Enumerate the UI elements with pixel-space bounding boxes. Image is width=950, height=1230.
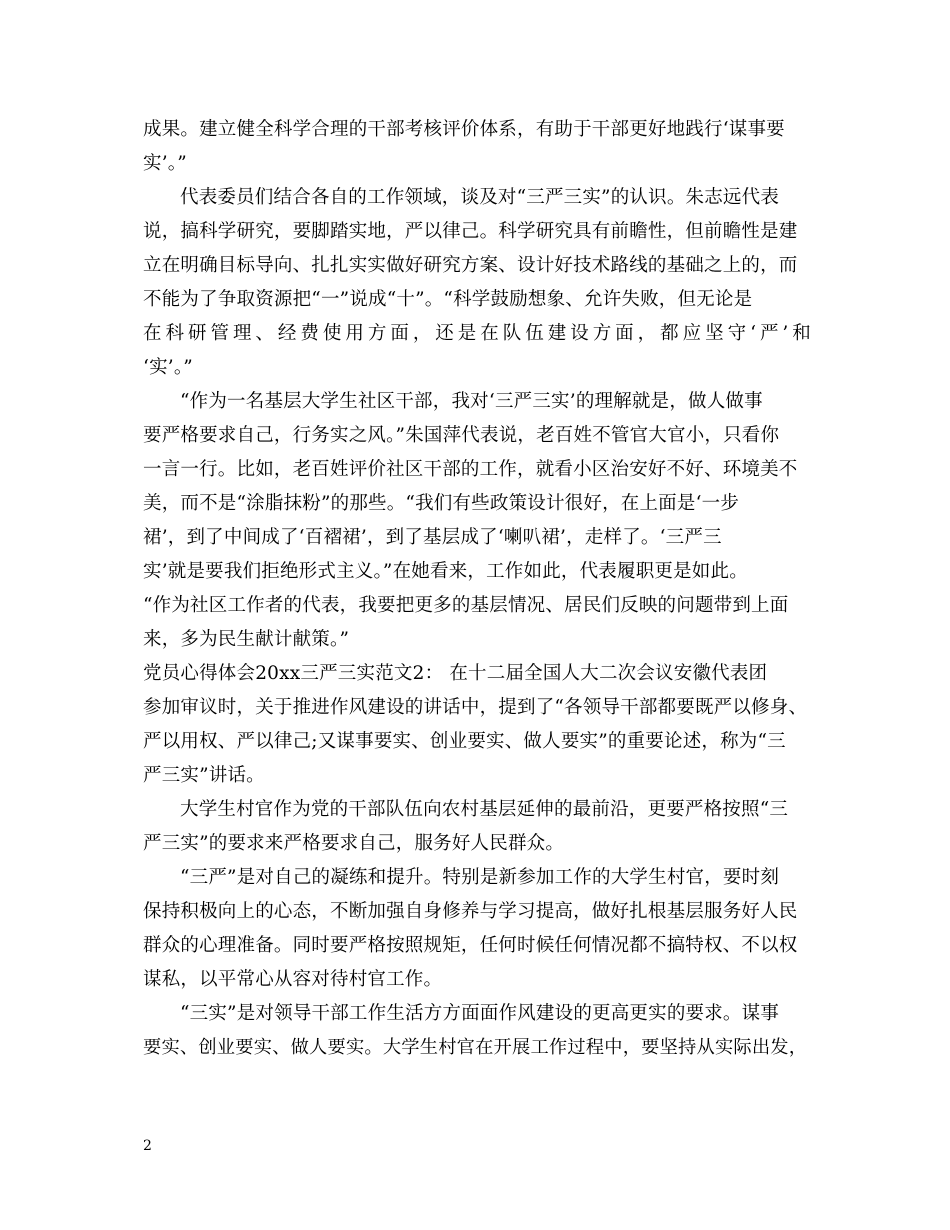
text-line: 说，搞科学研究，要脚踏实地，严以律己。科学研究具有前瞻性，但前瞻性是建 — [143, 221, 798, 242]
text-line: 代表委员们结合各自的工作领域，谈及对“三严三实”的认识。朱志远代表 — [180, 187, 780, 208]
text-line: 美，而不是“涂脂抹粉”的那些。“我们有些政策设计很好，在上面是‘一步 — [143, 493, 740, 514]
text-line: 严三实”讲话。 — [143, 765, 265, 786]
text-line: “三严”是对自己的凝练和提升。特别是新参加工作的大学生村官，要时刻 — [180, 867, 780, 888]
text-line: 谋私，以平常心从容对待村官工作。 — [143, 969, 443, 990]
text-line: 大学生村官作为党的干部队伍向农村基层延伸的最前沿，更要严格按照“三 — [180, 799, 789, 820]
text-line: “三实”是对领导干部工作生活方方面面作风建设的更高更实的要求。谋事 — [180, 1003, 780, 1024]
text-line: 来，多为民生献计献策。” — [143, 629, 350, 650]
page-number: 2 — [143, 1138, 152, 1154]
text-line: 裙’，到了中间成了‘百褶裙’，到了基层成了‘喇叭裙’，走样了。‘三严三 — [143, 527, 722, 548]
text-line: 要严格要求自己，行务实之风。”朱国萍代表说，老百姓不管官大官小，只看你 — [143, 425, 780, 446]
text-line: “作为社区工作者的代表，我要把更多的基层情况、居民们反映的问题带到上面 — [143, 595, 789, 616]
text-line: 党员心得体会20xx三严三实范文2： 在十二届全国人大二次会议安徽代表团 — [143, 663, 768, 684]
text-line: 保持积极向上的心态，不断加强自身修养与学习提高，做好扎根基层服务好人民 — [143, 901, 798, 922]
text-line: 群众的心理准备。同时要严格按照规矩，任何时候任何情况都不搞特权、不以权 — [143, 935, 798, 956]
text-line: 实’。” — [143, 153, 187, 174]
text-line: 成果。建立健全科学合理的干部考核评价体系，有助于干部更好地践行‘谋事要 — [143, 119, 785, 140]
text-line: “作为一名基层大学生社区干部，我对‘三严三实’的理解就是，做人做事 — [180, 391, 763, 412]
text-line: 实’就是要我们拒绝形式主义。”在她看来，工作如此，代表履职更是如此。 — [143, 561, 748, 582]
text-line: 不能为了争取资源把“一”说成“十”。“科学鼓励想象、允许失败，但无论是 — [143, 289, 753, 310]
text-line: 参加审议时，关于推进作风建设的讲话中，提到了“各领导干部都要既严以修身、 — [143, 697, 808, 718]
document-body — [143, 113, 811, 1065]
text-line: 严三实”的要求来严格要求自己，服务好人民群众。 — [143, 833, 565, 854]
text-line: 在科研管理、经费使用方面，还是在队伍建设方面，都应坚守‘严’和 — [143, 323, 811, 344]
text-line: 立在明确目标导向、扎扎实实做好研究方案、设计好技术路线的基础之上的，而 — [143, 255, 798, 276]
text-line: 一言一行。比如，老百姓评价社区干部的工作，就看小区治安好不好、环境美不 — [143, 459, 798, 480]
text-line: ‘实’。” — [143, 357, 193, 378]
text-line: 要实、创业要实、做人要实。大学生村官在开展工作过程中，要坚持从实际出发， — [143, 1037, 808, 1058]
text-line: 严以用权、严以律己;又谋事要实、创业要实、做人要实”的重要论述，称为“三 — [143, 731, 786, 752]
